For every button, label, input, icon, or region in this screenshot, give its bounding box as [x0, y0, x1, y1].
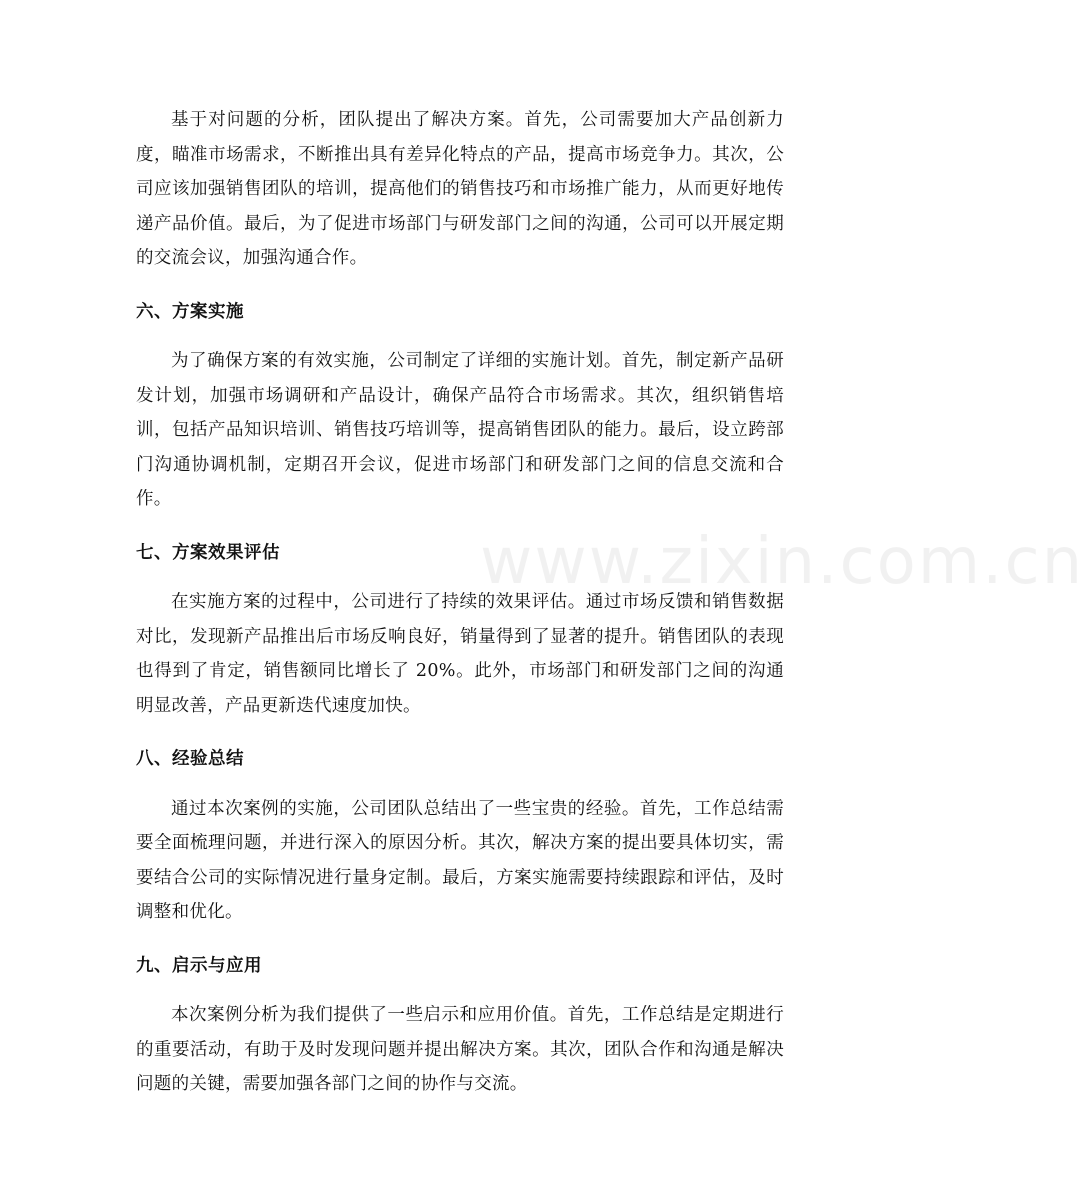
section-heading-insights: 九、启示与应用 — [136, 955, 262, 976]
section-heading-implementation: 六、方案实施 — [136, 301, 244, 322]
section-body-lessons: 通过本次案例的实施，公司团队总结出了一些宝贵的经验。首先，工作总结需要全面梳理问题，并进行深入的原因分析。其次，解决方案的提出要具体切实，需要结合公司的实际情况进行量身定制。最后，方案实施需要持续跟踪和评估，及时调整和优化。 — [136, 798, 784, 922]
document-content — [136, 103, 784, 1102]
section-body-insights: 本次案例分析为我们提供了一些启示和应用价值。首先，工作总结是定期进行的重要活动，有助于及时发现问题并提出解决方案。其次，团队合作和沟通是解决问题的关键，需要加强各部门之间的协作与交流。 — [136, 1005, 784, 1094]
watermark: www.zixin.com.cn — [480, 525, 1084, 599]
intro-paragraph: 基于对问题的分析，团队提出了解决方案。首先，公司需要加大产品创新力度，瞄准市场需求，不断推出具有差异化特点的产品，提高市场竞争力。其次，公司应该加强销售团队的培训，提高他们的销售技巧和市场推广能力，从而更好地传递产品价值。最后，为了促进市场部门与研发部门之间的沟通，公司可以开展定期的交流会议，加强沟通合作。 — [136, 110, 784, 268]
section-body-evaluation: 在实施方案的过程中，公司进行了持续的效果评估。通过市场反馈和销售数据对比，发现新产品推出后市场反响良好，销量得到了显著的提升。销售团队的表现也得到了肯定，销售额同比增长了 20%。此外，市场部门和研发部门之间的沟通明显改善，产品更新迭代速度加快。 — [136, 592, 784, 716]
section-heading-evaluation: 七、方案效果评估 — [136, 542, 280, 563]
section-body-implementation: 为了确保方案的有效实施，公司制定了详细的实施计划。首先，制定新产品研发计划，加强市场调研和产品设计，确保产品符合市场需求。其次，组织销售培训，包括产品知识培训、销售技巧培训等，提高销售团队的能力。最后，设立跨部门沟通协调机制，定期召开会议，促进市场部门和研发部门之间的信息交流和合作。 — [136, 351, 784, 509]
section-heading-lessons: 八、经验总结 — [136, 749, 244, 769]
